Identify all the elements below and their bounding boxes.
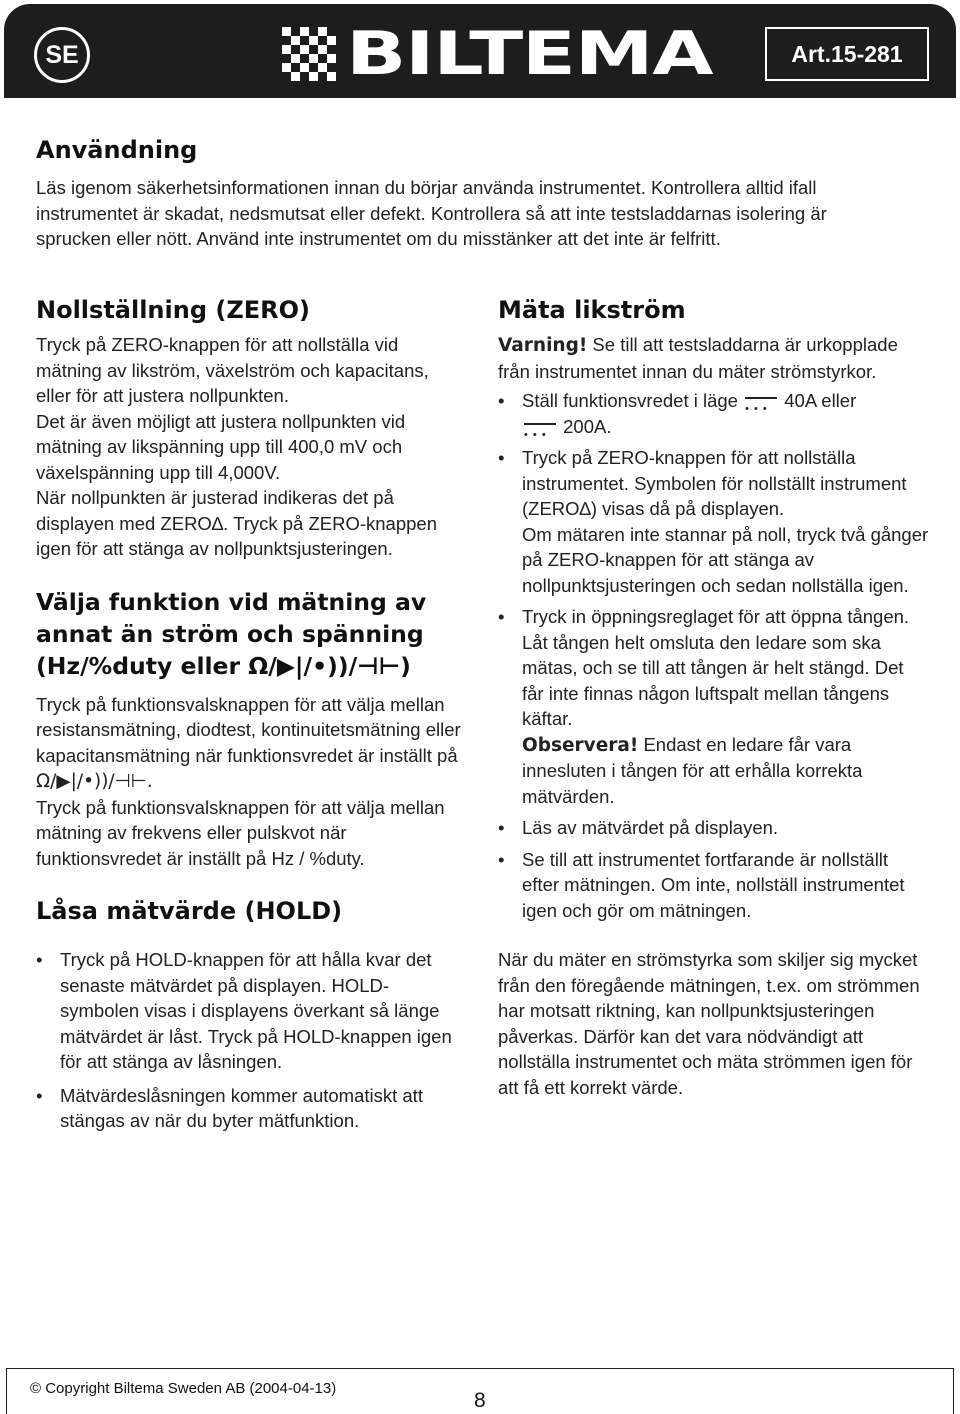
page-number: 8 [474,1389,486,1412]
list-item: • Tryck på HOLD-knappen för att hålla kvar det senaste mätvärdet på displayen. HOLD-symbolen visas i displayens överkant så länge mätvärdet är låst. Tryck på HOLD-knappen igen för att stänga av låsningen. [36,947,466,1075]
dc-symbol-icon [743,393,779,411]
warning-paragraph [498,332,930,384]
item3-text: Tryck in öppningsreglaget för att öppna tången. Låt tången helt omsluta den ledare som ska mätas, och se till att tången är helt stängd. Det får inte finnas någon luftspalt mellan tångens käftar. [522,606,910,729]
list-item [498,604,930,809]
section-title-hold: Låsa mätvärde (HOLD) [36,897,343,925]
section-title-funktion [36,586,466,682]
left-column [36,296,466,1134]
list-item [498,388,930,439]
header-bar [4,4,956,98]
footer-left-rule [6,1368,17,1414]
warning-label: Varning! [498,335,588,356]
func-p1-text: Tryck på funktionsvalsknappen för att välja mellan resistansmätning, diodtest, kontinuitetsmätning eller kapacitansmätning när funktionsvredet är inställt på [36,693,461,766]
closing-paragraph: När du mäter en strömstyrka som skiljer sig mycket från den föregående mätningen, t.ex. om strömmen har motsatt riktning, kan nollpunktsjusteringen påverkas. Därför kan det vara nödvändigt att nollställa instrumentet och mäta strömmen igen för att få ett korrekt värde. [498,949,920,1098]
zero-paragraph-1: Tryck på ZERO-knappen för att nollställa vid mätning av likström, växelström och kapacitans, eller för att justera nollpunkten. [36,334,429,406]
item1-text-a: Ställ funktionsvredet i läge [522,390,738,411]
footer-right-rule [953,1368,956,1414]
list-item: • Läs av mätvärdet på displayen. [498,815,930,841]
article-number: Art.15-281 [765,27,929,81]
item1-text-b: 40A eller [784,390,857,411]
func-paragraph-1 [36,692,466,795]
list-item: • Se till att instrumentet fortfarande är nollställt efter mätningen. Om inte, nollställ instrumentet igen och gör om mätningen. [498,847,930,924]
section-title-likstrom: Mäta likström [498,296,686,324]
copyright: © Copyright Biltema Sweden AB (2004-04-13) [30,1380,337,1397]
list-item [498,445,930,598]
warning-text: Se till att testsladdarna är urkopplade från instrumentet innan du mäter strömstyrkor. [498,334,898,382]
func-paragraph-2: Tryck på funktionsvalsknappen för att välja mellan mätning av frekvens eller pulskvot när funktionsvredet är inställt på Hz / %duty. [36,796,445,869]
function-symbols-icon: ▶|/•))/⊣⊢) [276,651,411,680]
hold-list [36,947,466,1134]
section-title-anvandning: Användning [36,136,198,164]
dc-list [498,388,930,923]
checkered-flag-icon [282,27,344,81]
zero-paragraph-3: När nollpunkten är justerad indikeras det på displayen med ZERO∆. Tryck på ZERO-knappen igen för att stänga av nollpunktsjusteringen. [36,487,438,559]
item2-text: Tryck på ZERO-knappen för att nollställa instrumentet. Symbolen för nollställt instrument (ZERO∆) visas då på displayen. [522,447,907,519]
dc-symbol-icon [522,419,558,437]
observera-label: Observera! [522,734,639,756]
func-title-text: Välja funktion vid mätning av annat än ström och spänning (Hz/%duty eller Ω/ [36,587,427,680]
zero-paragraph-2: Det är även möjligt att justera nollpunkten vid mätning av likspänning upp till 400,0 mV och växelspänning upp till 4,000V. [36,410,406,483]
right-column [498,296,930,1100]
intro-paragraph: Läs igenom säkerhetsinformationen innan du börjar använda instrumentet. Kontrollera alltid ifall instrumentet är skadat, nedsmutsat eller defekt. Kontrollera så att inte testsladdarnas isolering är sprucken eller nött. Använd inte instrumentet om du misstänker att det inte är felfritt. [36,177,827,249]
item1-text-c: 200A. [563,415,612,437]
section-title-zero: Nollställning (ZERO) [36,296,310,324]
footer-divider [6,1368,954,1369]
brand-name: BILTEMA [346,19,713,89]
function-symbols-icon: Ω/▶|/•))/⊣⊢. [36,771,153,792]
observera-text: Endast en ledare får vara innesluten i tången för att erhålla korrekta mätvärden. [522,733,863,807]
biltema-logo [282,19,713,89]
item2-text-b: Om mätaren inte stannar på noll, tryck två gånger på ZERO-knappen för att stänga av nollpunktsjusteringen och sedan nollställa igen. [522,523,929,596]
list-item: • Mätvärdeslåsningen kommer automatiskt att stängas av när du byter mätfunktion. [36,1083,466,1134]
language-badge: SE [34,27,90,83]
